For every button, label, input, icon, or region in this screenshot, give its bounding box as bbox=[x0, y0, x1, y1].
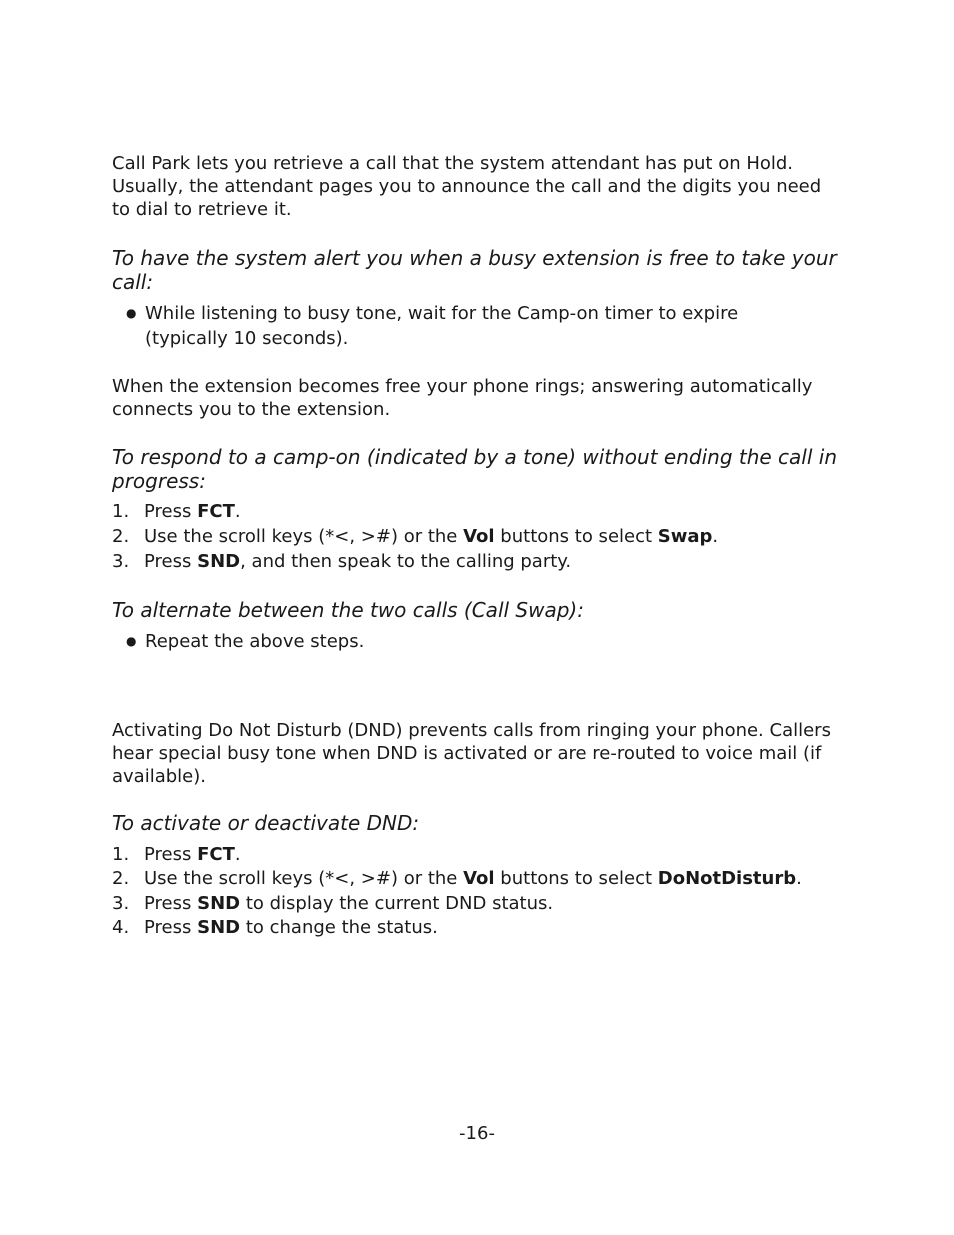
list-item: 3. Press SND to display the current DND status. bbox=[112, 893, 554, 914]
list-item: 4. Press SND to change the status. bbox=[112, 917, 438, 938]
bullet-icon: ● bbox=[126, 634, 137, 648]
call-park-paragraph: Call Park lets you retrieve a call that the system attendant has put on Hold. Usually, the attendant pages you to announce the call and the digits you need to dial to retrieve it. bbox=[112, 153, 822, 220]
dnd-paragraph: Activating Do Not Disturb (DND) prevents calls from ringing your phone. Callers hear special busy tone when DND is activated or are re-routed to voice mail (if available). bbox=[112, 720, 831, 787]
list-item: 3. Press SND, and then speak to the calling party. bbox=[112, 551, 572, 572]
bullet-icon: ● bbox=[126, 306, 137, 320]
camp-on-bullet-text: While listening to busy tone, wait for the Camp-on timer to expire (typically 10 seconds). bbox=[145, 303, 739, 349]
list-item: 1. Press FCT. bbox=[112, 501, 241, 522]
respond-heading: To respond to a camp-on (indicated by a tone) without ending the call in progress: bbox=[112, 445, 838, 493]
call-swap-bullet-text: Repeat the above steps. bbox=[145, 631, 365, 652]
camp-on-paragraph: When the extension becomes free your phone rings; answering automatically connects you to the extension. bbox=[112, 376, 813, 420]
page-number: -16- bbox=[459, 1123, 495, 1144]
list-item: 2. Use the scroll keys (*<, >#) or the Vol buttons to select DoNotDisturb. bbox=[112, 868, 802, 889]
call-swap-heading: To alternate between the two calls (Call Swap): bbox=[112, 598, 584, 622]
list-item: 2. Use the scroll keys (*<, >#) or the Vol buttons to select Swap. bbox=[112, 526, 719, 547]
camp-on-heading: To have the system alert you when a busy extension is free to take your call: bbox=[112, 246, 837, 294]
list-item: 1. Press FCT. bbox=[112, 844, 241, 865]
dnd-heading: To activate or deactivate DND: bbox=[112, 811, 420, 835]
